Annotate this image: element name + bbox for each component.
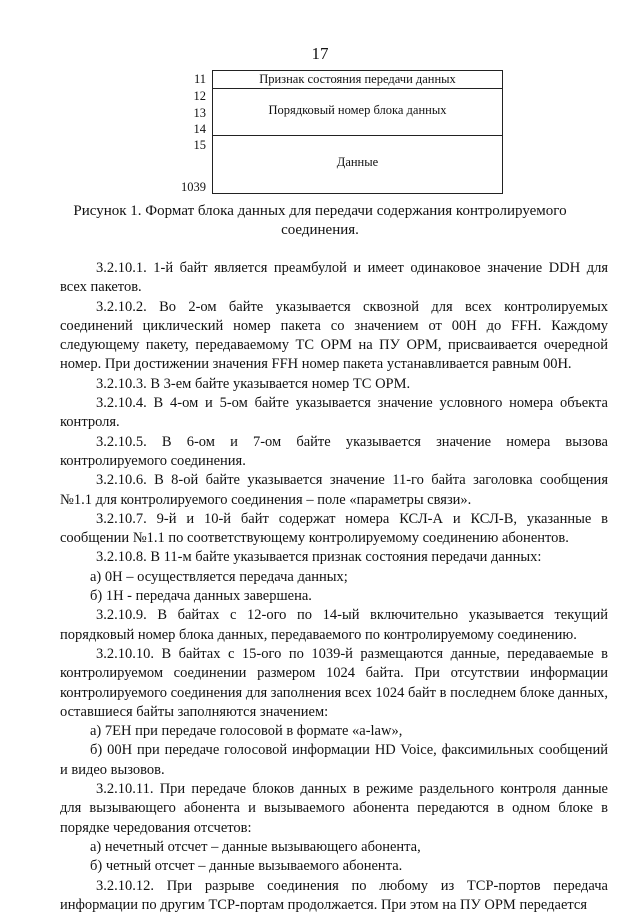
byte-label-1039: 1039 [166,180,206,195]
byte-label-13: 13 [166,106,206,121]
body-text [60,259,608,915]
page-number: 17 [0,44,640,64]
byte-label-14: 14 [166,122,206,137]
paragraph: 3.2.10.7. 9-й и 10-й байт содержат номера КСЛ-А и КСЛ-В, указанные в сообщении №1.1 по соответствующему контролируемому соединению абонентов. [60,510,608,549]
paragraph: 3.2.10.4. В 4-ом и 5-ом байте указывается значение условного номера объекта контроля. [60,394,608,433]
row-data-label: Данные [213,155,502,170]
block-format-table [212,70,503,194]
row-sequence-label: Порядковый номер блока данных [213,103,502,118]
row-divider [213,135,502,136]
paragraph: 3.2.10.2. Во 2-ом байте указывается сквозной для всех контролируемых соединений циклический номер пакета со значением от 00H до FFH. Каждому следующему пакету, передаваемому ТС ОРМ на ПУ ОРМ, присваивается очередной номер. При достижении значения FFH номер пакета устанавливается равным 00H. [60,298,608,375]
paragraph: 3.2.10.6. В 8-ой байте указывается значение 11-го байта заголовка сообщения №1.1 для контролируемого соединения – поле «параметры связи». [60,471,608,510]
paragraph: 3.2.10.8. В 11-м байте указывается признак состояния передачи данных: [60,548,608,567]
row-divider [213,88,502,89]
paragraph: 3.2.10.1. 1-й байт является преамбулой и имеет одинаковое значение DDH для всех пакетов. [60,259,608,298]
list-item: б) 00H при передаче голосовой информации HD Voice, факсимильных сообщений и видео вызовов. [60,741,608,780]
byte-label-11: 11 [166,72,206,87]
paragraph: 3.2.10.3. В 3-ем байте указывается номер ТС ОРМ. [60,375,608,394]
paragraph: 3.2.10.9. В байтах с 12-ого по 14-ый включительно указывается текущий порядковый номер блока данных, передаваемого по контролируемому соединению. [60,606,608,645]
byte-label-12: 12 [166,89,206,104]
row-status-label: Признак состояния передачи данных [213,72,502,87]
paragraph: 3.2.10.11. При передаче блоков данных в режиме раздельного контроля данные для вызывающего абонента и вызываемого абонента передаются в одном блоке в порядке чередования отсчетов: [60,780,608,838]
list-item: б) 1H - передача данных завершена. [60,587,608,606]
list-item: а) 0H – осуществляется передача данных; [60,568,608,587]
paragraph: 3.2.10.5. В 6-ом и 7-ом байте указывается значение номера вызова контролируемого соединения. [60,433,608,472]
list-item: а) нечетный отсчет – данные вызывающего абонента, [60,838,608,857]
paragraph: 3.2.10.10. В байтах с 15-ого по 1039-й размещаются данные, передаваемые в контролируемом соединении размером 1024 байта. При отсутствии информации контролируемого соединения для заполнения всех 1024 байт в последнем блоке данных, оставшиеся байты заполняются значением: [60,645,608,722]
list-item: б) четный отсчет – данные вызываемого абонента. [60,857,608,876]
figure-caption: Рисунок 1. Формат блока данных для передачи содержания контролируемого соединения. [60,202,580,240]
byte-label-15: 15 [166,138,206,153]
paragraph: 3.2.10.12. При разрыве соединения по любому из TCP-портов передача информации по другим TCP-портам продолжается. При этом на ПУ ОРМ передается [60,877,608,915]
list-item: а) 7EH при передаче голосовой в формате «a-law», [60,722,608,741]
